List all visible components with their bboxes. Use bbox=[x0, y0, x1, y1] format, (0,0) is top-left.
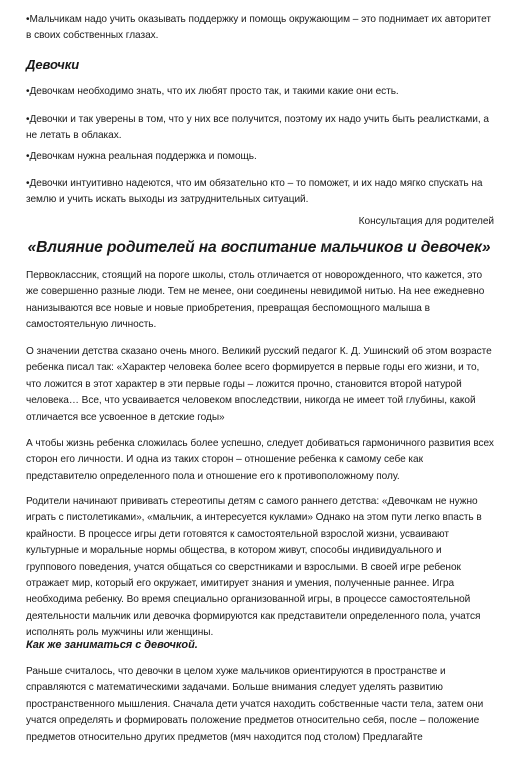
article-title: «Влияние родителей на воспитание мальчиков и девочек» bbox=[27, 239, 491, 256]
girls-section bbox=[26, 57, 494, 73]
paragraph-3 bbox=[26, 436, 494, 485]
girls-item-text: •Девочкам необходимо знать, что их любят просто так, и такими какие они есть. bbox=[26, 86, 399, 97]
girls-item-1 bbox=[26, 84, 494, 100]
consultation-note-block bbox=[26, 214, 494, 230]
body-paragraph: О значении детства сказано очень много. Великий русский педагог К. Д. Ушинский об этом возрасте ребенка писал так: «Характер человека более всего формируется в первые годы его жизни, и то, что ложится в этот характер в эти первые годы – ложится прочно, становится второй натурой человека… Все, что усваивается человеком впоследствии, никогда не имеет той глубины, какой отличается все усвоенное в детские годы» bbox=[26, 346, 492, 423]
paragraph-4 bbox=[26, 494, 494, 642]
girls-item-2 bbox=[26, 112, 494, 145]
girls-item-text: •Девочки и так уверены в том, что у них все получится, поэтому их надо учить быть реалистками, а не летать в облаках. bbox=[26, 114, 489, 142]
girl-subheading-block bbox=[26, 637, 494, 653]
body-paragraph: А чтобы жизнь ребенка сложилась более успешно, следует добиваться гармоничного развития всех сторон его личности. И одна из таких сторон – отношение ребенка к самому себе как представителю определенного пола и отношение его к противоположному полу. bbox=[26, 438, 494, 482]
girls-item-3 bbox=[26, 149, 494, 165]
body-paragraph: Первоклассник, стоящий на пороге школы, столь отличается от новорожденного, что кажется, это же совершенно разные люди. Тем не менее, они соединены невидимой нитью. На нее ежедневно нанизываются все новые и новые приобретения, превращая беспомощного малыша в самостоятельную личность. bbox=[26, 270, 485, 331]
girls-heading: Девочки bbox=[26, 57, 80, 72]
article-title-block bbox=[20, 238, 498, 258]
body-paragraph: Родители начинают прививать стереотипы детям с самого раннего детства: «Девочкам не нужно играть с пистолетиками», «мальчик, а интересуется куклами» Однако на этом пути легко впасть в крайности. В процессе игры дети готовятся к самостоятельной взрослой жизни, усваивают культурные и моральные нормы общества, в котором живут, способы индивидуального и группового поведения, учатся общаться со сверстниками и взрослыми. В своей игре ребенок отражает мир, который его окружает, имитирует знания и умения, полученные раннее. Игра необходима ребенку. Во время специально организованной игры, в процессе самостоятельной деятельности мальчик или девочка формируются как представители определенного пола, учатся исполнять роль мужчины или женщины. bbox=[26, 496, 482, 639]
girls-item-text: •Девочки интуитивно надеются, что им обязательно кто – то поможет, и их надо мягко спускать на землю и учить искать выходы из затруднительных ситуаций. bbox=[26, 178, 483, 206]
paragraph-2 bbox=[26, 344, 494, 426]
consultation-note: Консультация для родителей bbox=[358, 216, 494, 227]
paragraph-1 bbox=[26, 268, 494, 334]
girl-subheading: Как же заниматься с девочкой. bbox=[26, 639, 198, 651]
last-paragraph-block bbox=[26, 664, 494, 746]
girls-item-4 bbox=[26, 176, 494, 209]
girls-item-text: •Девочкам нужна реальная поддержка и помощь. bbox=[26, 151, 257, 162]
body-paragraph: Раньше считалось, что девочки в целом хуже мальчиков ориентируются в пространстве и справляются с математическими задачами. Больше внимания следует уделять развитию пространственного мышления. Сначала дети учатся находить собственные части тела, затем они учатся определять и формировать положение предметов относительно себя, после – положение предметов относительно других предметов (мяч находится под столом) Предлагайте bbox=[26, 666, 484, 743]
boys-advice-paragraph: •Мальчикам надо учить оказывать поддержку и помощь окружающим – это поднимает их авторитет в своих собственных глазах. bbox=[26, 14, 491, 42]
boys-advice-tail bbox=[26, 12, 494, 45]
